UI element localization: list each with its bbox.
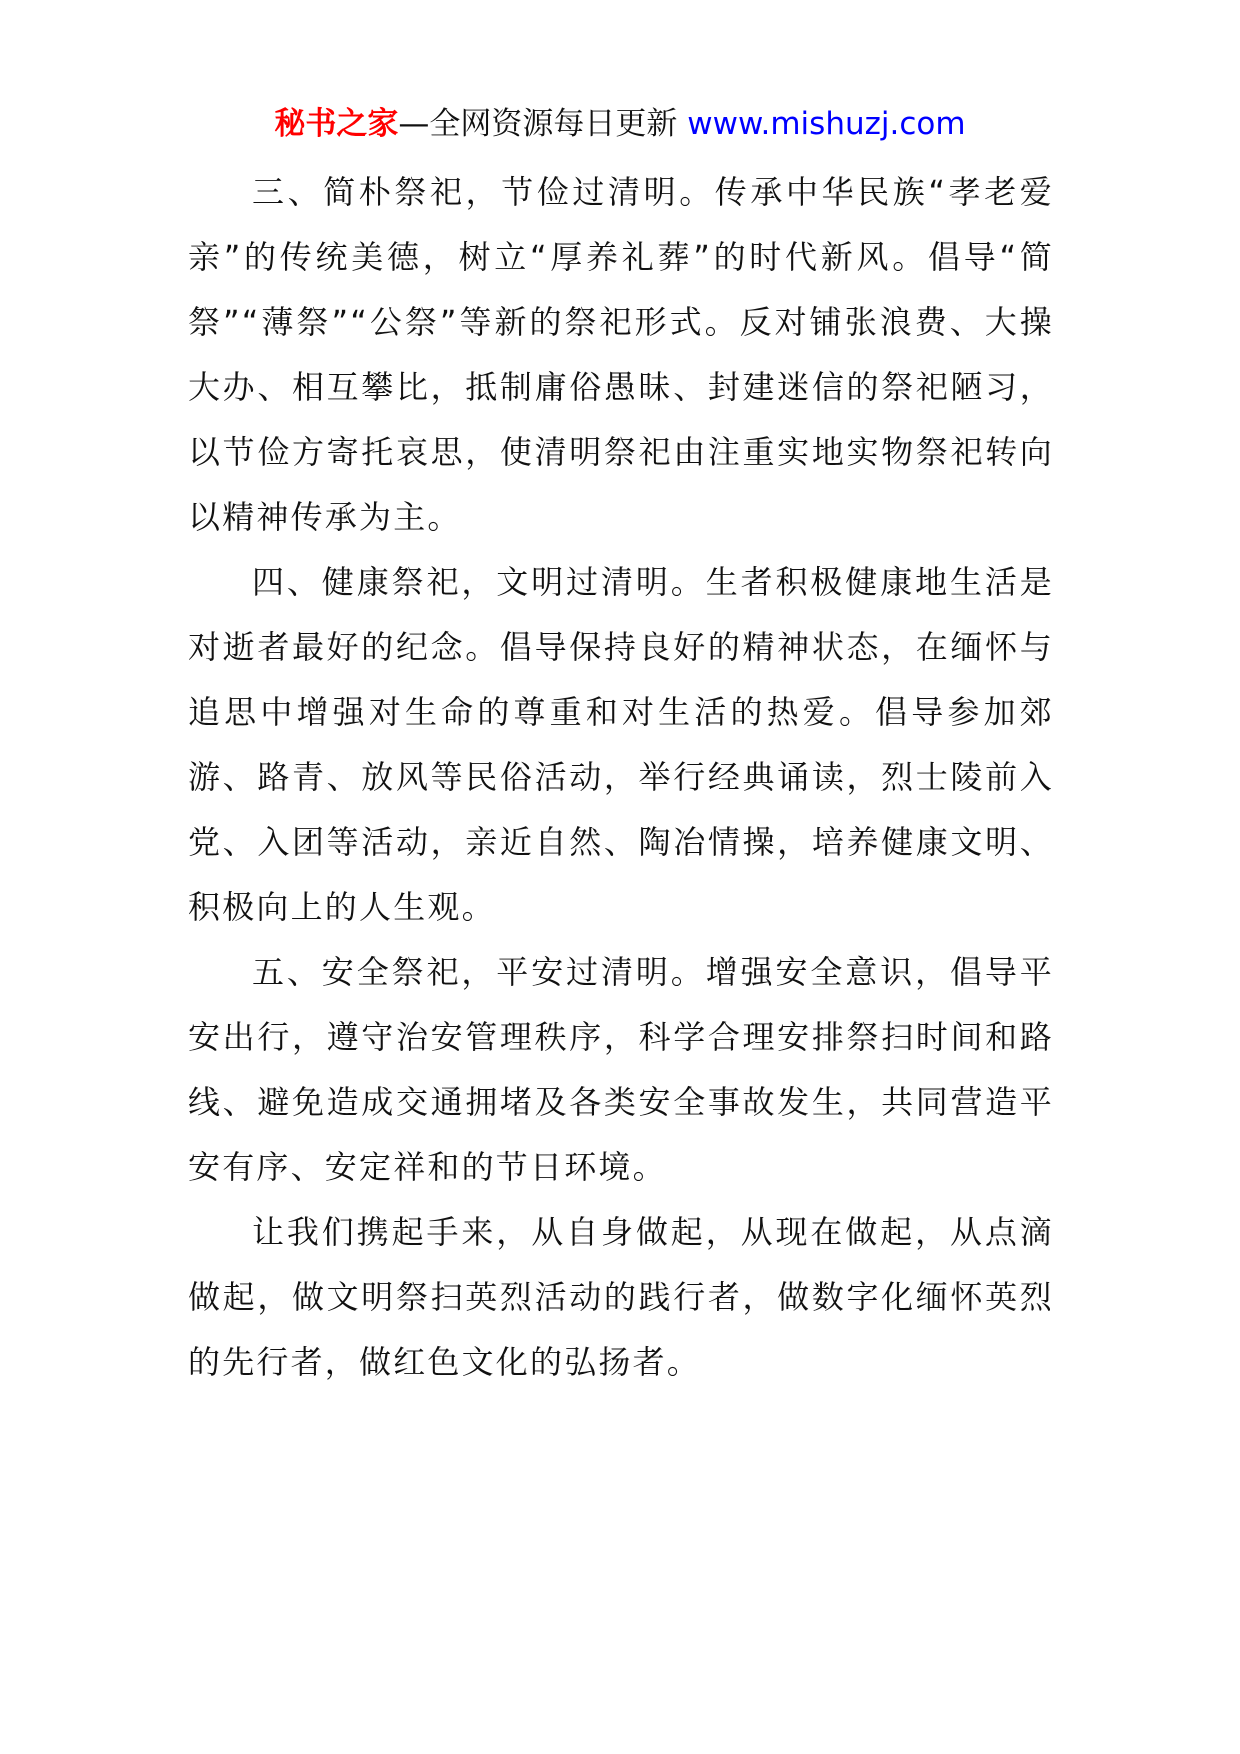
paragraph-simple-worship: 三、简朴祭祀，节俭过清明。传承中华民族“孝老爱亲”的传统美德，树立“厚养礼葬”的时代新风。倡导“简祭”“薄祭”“公祭”等新的祭祀形式。反对铺张浪费、大操大办、相互攀比，抵制庸俗愚昧、封建迷信的祭祀陋习，以节俭方寄托哀思，使清明祭祀由注重实地实物祭祀转向以精神传承为主。 — [188, 173, 1054, 536]
paragraph-healthy-worship: 四、健康祭祀，文明过清明。生者积极健康地生活是对逝者最好的纪念。倡导保持良好的精神状态，在缅怀与追思中增强对生命的尊重和对生活的热爱。倡导参加郊游、路青、放风等民俗活动，举行经典诵读，烈士陵前入党、入团等活动，亲近自然、陶冶情操，培养健康文明、积极向上的人生观。 — [188, 563, 1054, 926]
paragraph-safe-worship: 五、安全祭祀，平安过清明。增强安全意识，倡导平安出行，遵守治安管理秩序，科学合理安排祭扫时间和路线、避免造成交通拥堵及各类安全事故发生，共同营造平安有序、安定祥和的节日环境。 — [188, 953, 1054, 1186]
paragraph-closing-call: 让我们携起手来，从自身做起，从现在做起，从点滴做起，做文明祭扫英烈活动的践行者，做数字化缅怀英烈的先行者，做红色文化的弘扬者。 — [188, 1213, 1054, 1381]
header-brand: 秘书之家 — [274, 106, 399, 142]
header-url-link[interactable]: www.mishuzj.com — [687, 106, 966, 142]
document-body — [188, 160, 1054, 1395]
header-tagline: —全网资源每日更新 — [398, 106, 678, 142]
page-header — [0, 100, 1240, 148]
